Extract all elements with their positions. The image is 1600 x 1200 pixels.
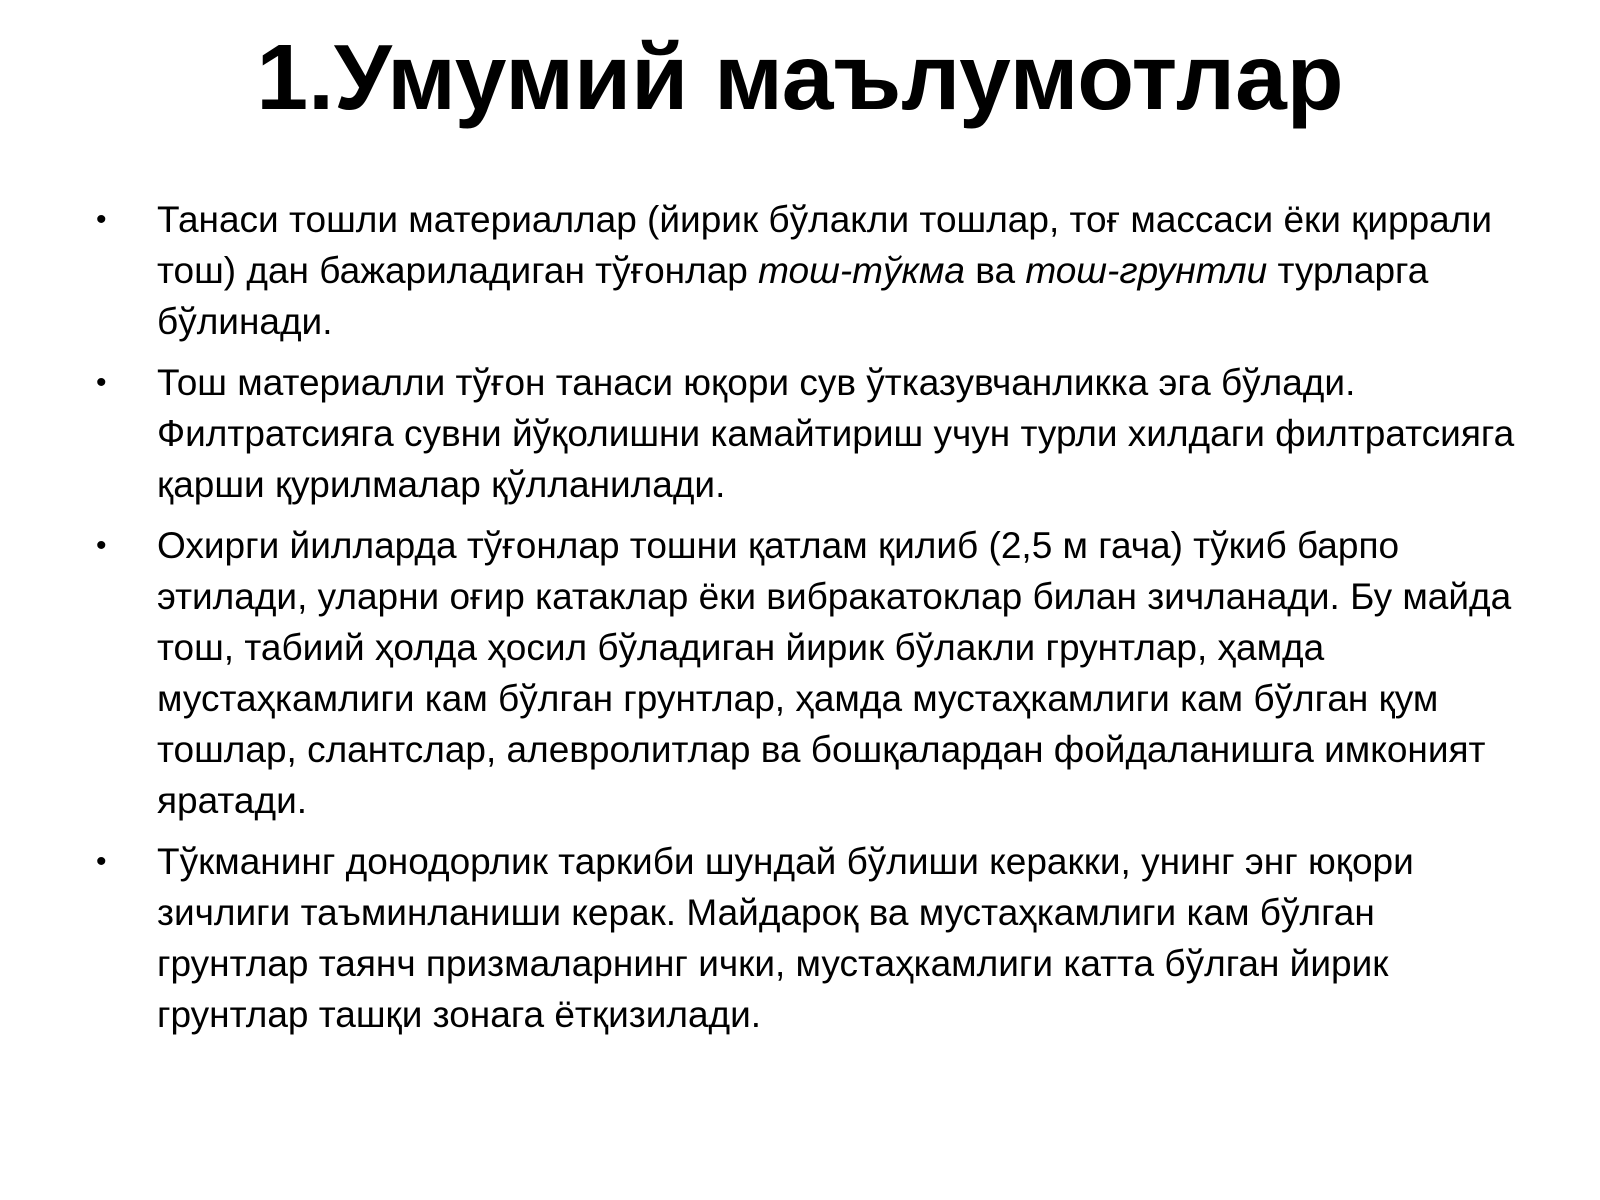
bullet-text-segment: Охирги йилларда тўғонлар тошни қатлам қилиб (2,5 м гача) тўкиб барпо этилади, уларни оғир катаклар ёки вибракатоклар билан зичланади. Бу майда тош, табиий ҳолда ҳосил бўладиган йирик бўлакли грунтлар, ҳамда мустаҳкамлиги кам бўлган грунтлар, ҳамда мустаҳкамлиги кам бўлган қум тошлар, слантслар, алевролитлар ва бошқалардан фойдаланишга имконият яратади. xyxy=(157,525,1512,821)
bullet-dot-icon: • xyxy=(96,845,107,878)
bullet-item xyxy=(0,194,1600,347)
bullet-item xyxy=(0,357,1600,510)
bullet-item xyxy=(0,836,1600,1040)
bullet-text-segment: турларга бўлинади. xyxy=(157,250,1429,342)
bullet-text-segment: Тўкманинг донодорлик таркиби шундай бўлиши керакки, унинг энг юқори зичлиги таъминланиши керак. Майдароқ ва мустаҳкамлиги кам бўлган грунтлар таянч призмаларнинг ички, мустаҳкамлиги катта бўлган йирик грунтлар ташқи зонага ётқизилади. xyxy=(157,841,1414,1035)
slide-title: 1.Умумий маълумотлар xyxy=(256,25,1344,129)
bullet-list xyxy=(0,194,1600,1050)
bullet-dot-icon: • xyxy=(96,203,107,236)
bullet-text xyxy=(157,199,1492,342)
bullet-item xyxy=(0,520,1600,826)
bullet-text xyxy=(157,841,1414,1035)
bullet-text xyxy=(157,362,1514,505)
bullet-dot-icon: • xyxy=(96,529,107,562)
bullet-text xyxy=(157,525,1511,821)
bullet-text-segment: ва xyxy=(964,250,1026,291)
bullet-text-italic-segment: тош-грунтли xyxy=(1025,250,1268,291)
bullet-text-segment: Танаси тошли материаллар (йирик бўлакли тошлар, тоғ массаси ёки қиррали тош) дан бажариладиган тўғонлар xyxy=(157,199,1492,291)
bullet-dot-icon: • xyxy=(96,366,107,399)
bullet-text-segment: Тош материалли тўғон танаси юқори сув ўтказувчанликка эга бўлади. Филтратсияга сувни йўқолишни камайтириш учун турли хилдаги филтратсияга қарши қурилмалар қўлланилади. xyxy=(157,362,1515,505)
bullet-text-italic-segment: тош-тўкма xyxy=(758,250,965,291)
